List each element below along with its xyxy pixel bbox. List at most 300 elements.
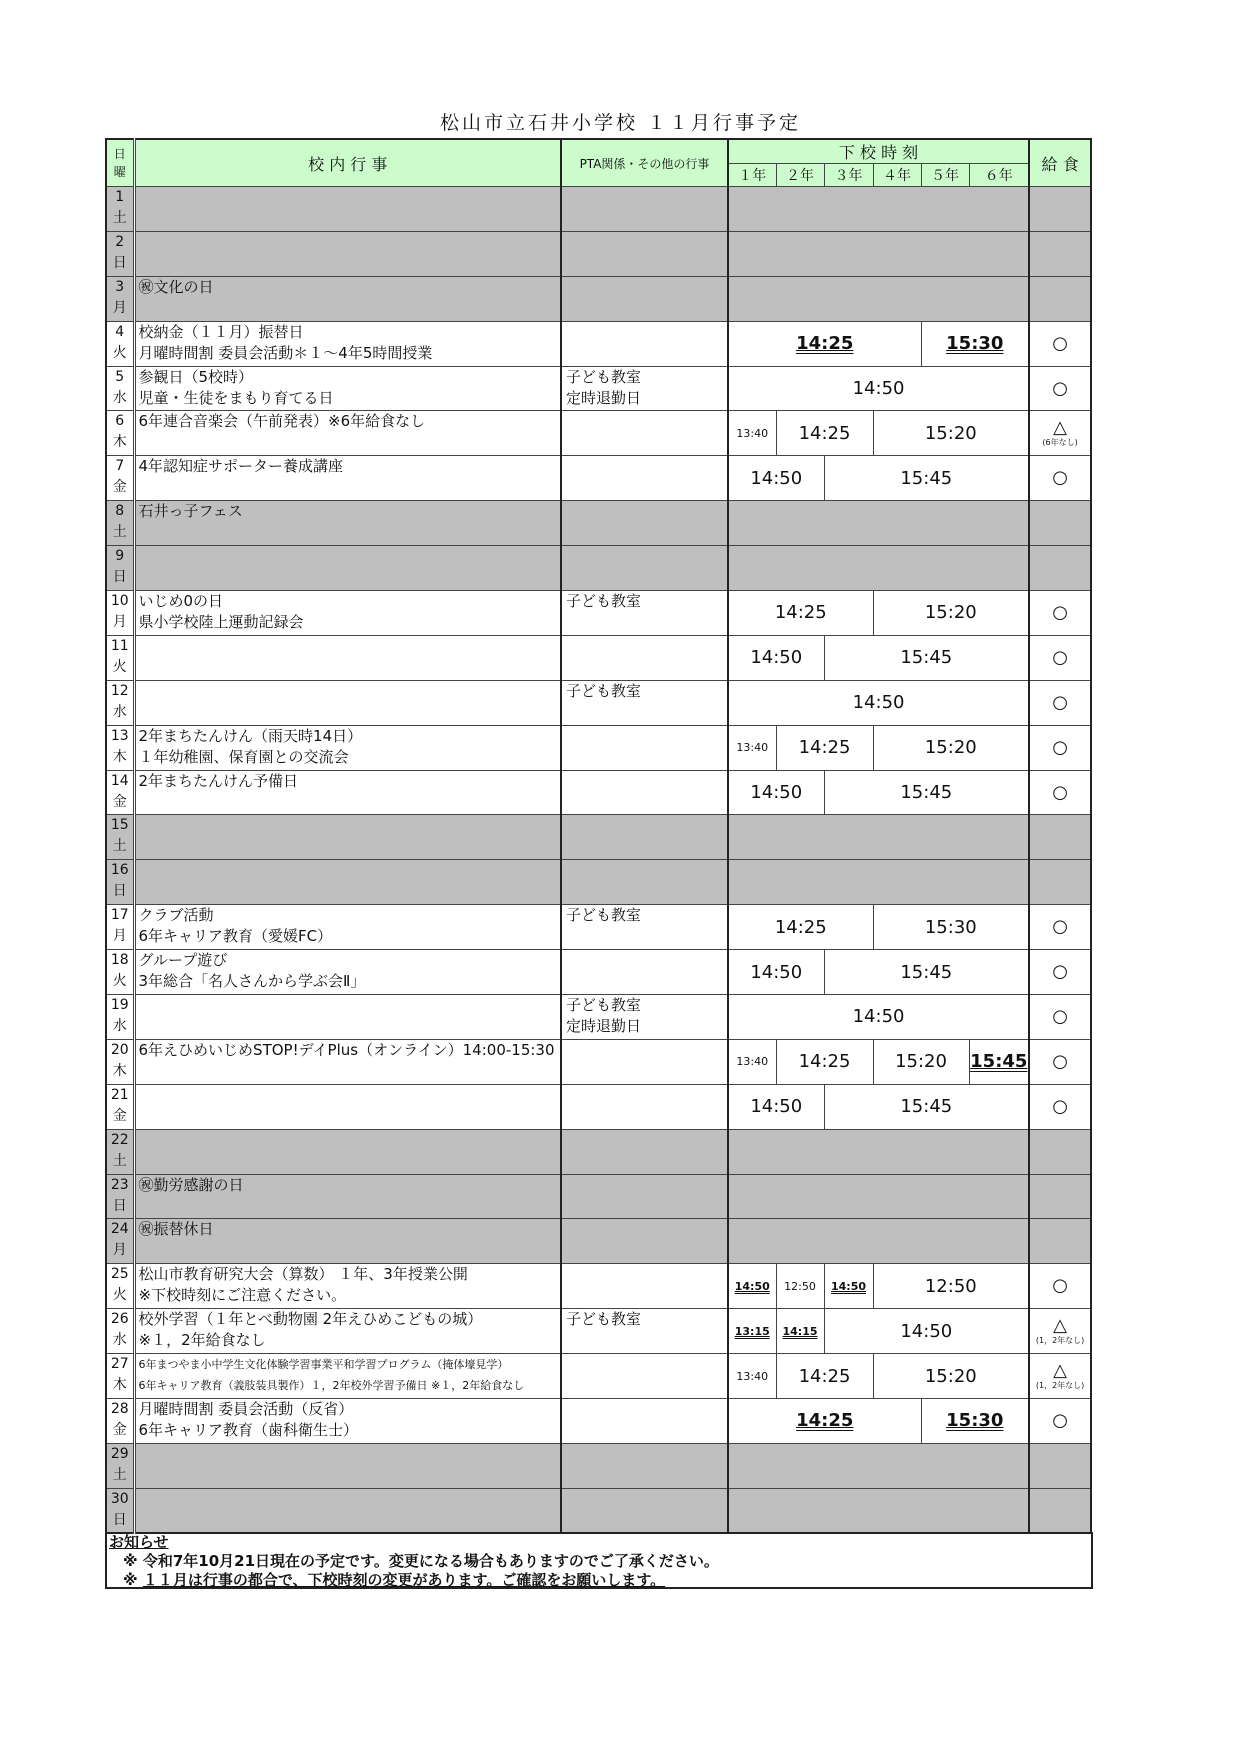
lunch-symbol: ○ bbox=[1052, 1275, 1068, 1297]
events-cell bbox=[134, 860, 561, 905]
dismissal-time: 14:50 bbox=[750, 647, 803, 669]
pta-cell bbox=[561, 725, 728, 770]
lunch-cell bbox=[1029, 546, 1091, 591]
lunch-cell bbox=[1029, 815, 1091, 860]
dismissal-time: 14:50 bbox=[750, 1096, 803, 1118]
date-number: 3 bbox=[115, 278, 125, 295]
date-number: 8 bbox=[115, 503, 125, 520]
dismissal-time-cell bbox=[728, 1488, 1029, 1533]
table-row bbox=[106, 1309, 1091, 1354]
day-cell bbox=[106, 815, 134, 860]
weekday: 土 bbox=[112, 838, 127, 855]
weekday: 土 bbox=[112, 524, 127, 541]
date-number: 28 bbox=[110, 1401, 129, 1418]
events-cell bbox=[134, 725, 561, 770]
table-row bbox=[106, 501, 1091, 546]
event-line-2: ※１，2年給食なし bbox=[138, 1331, 266, 1350]
event-line-2: 6年キャリア教育（愛媛FC） bbox=[138, 927, 333, 946]
weekday: 金 bbox=[112, 1422, 127, 1439]
dismissal-time-cell bbox=[728, 591, 873, 636]
event-line-2: ※下校時刻にご注意ください。 bbox=[138, 1286, 347, 1305]
events-cell bbox=[134, 995, 561, 1040]
date-number: 4 bbox=[115, 323, 125, 340]
event-line-1: 月曜時間割 委員会活動（反省） bbox=[138, 1400, 354, 1419]
pta-cell bbox=[561, 501, 728, 546]
dismissal-time: 14:50 bbox=[852, 378, 905, 399]
event-line-1: 2年まちたんけん（雨天時14日） bbox=[138, 726, 363, 745]
weekday: 木 bbox=[112, 748, 127, 765]
events-cell bbox=[134, 591, 561, 636]
events-cell bbox=[134, 815, 561, 860]
date-number: 30 bbox=[110, 1490, 129, 1507]
day-cell bbox=[106, 1309, 134, 1354]
events-cell bbox=[134, 1443, 561, 1488]
dismissal-time-cell bbox=[873, 1039, 969, 1084]
dismissal-time-cell bbox=[873, 1354, 1029, 1399]
lunch-cell bbox=[1029, 1309, 1091, 1354]
pta-cell bbox=[561, 905, 728, 950]
dismissal-time-cell bbox=[728, 635, 824, 680]
weekday: 日 bbox=[112, 1197, 127, 1214]
day-cell bbox=[106, 321, 134, 366]
dismissal-time-cell bbox=[728, 1174, 1029, 1219]
table-row bbox=[106, 1488, 1091, 1533]
lunch-symbol: ○ bbox=[1052, 332, 1068, 354]
pta-line-1: 子ども教室 bbox=[566, 681, 642, 700]
dismissal-time: 15:45 bbox=[900, 467, 953, 489]
event-line-1: 6年まつやま小中学生文化体験学習事業平和学習プログラム（掩体壕見学） bbox=[138, 1358, 509, 1372]
lunch-cell bbox=[1029, 950, 1091, 995]
date-number: 27 bbox=[110, 1356, 129, 1373]
table-row bbox=[106, 1039, 1091, 1084]
dismissal-time-cell bbox=[728, 725, 776, 770]
dismissal-time: 14:25 bbox=[798, 1051, 851, 1073]
lunch-cell bbox=[1029, 321, 1091, 366]
pta-cell bbox=[561, 1219, 728, 1264]
dismissal-time: 15:30 bbox=[924, 916, 977, 938]
dismissal-time: 12:50 bbox=[784, 1279, 816, 1293]
event-line-1: 2年まちたんけん予備日 bbox=[138, 771, 299, 790]
weekday: 金 bbox=[112, 793, 127, 810]
table-row bbox=[106, 231, 1091, 276]
dismissal-time-cell bbox=[728, 1399, 921, 1444]
events-cell bbox=[134, 1399, 561, 1444]
event-line-2: 6年キャリア教育（歯科衛生士） bbox=[138, 1421, 359, 1440]
weekday: 月 bbox=[112, 928, 127, 945]
day-cell bbox=[106, 1129, 134, 1174]
lunch-symbol: ○ bbox=[1052, 1005, 1068, 1027]
dismissal-time-cell bbox=[824, 950, 1029, 995]
day-cell bbox=[106, 187, 134, 232]
lunch-cell bbox=[1029, 1084, 1091, 1129]
table-row bbox=[106, 276, 1091, 321]
schedule-table bbox=[105, 138, 1092, 1534]
pta-cell bbox=[561, 995, 728, 1040]
dismissal-time-cell bbox=[728, 411, 776, 456]
events-cell bbox=[134, 950, 561, 995]
dismissal-time-cell bbox=[728, 231, 1029, 276]
event-line-2: 月曜時間割 委員会活動＊１～4年5時間授業 bbox=[138, 343, 433, 362]
dismissal-time-cell bbox=[728, 1039, 776, 1084]
events-cell bbox=[134, 501, 561, 546]
date-number: 19 bbox=[110, 997, 129, 1014]
dismissal-time: 15:20 bbox=[924, 602, 977, 624]
dismissal-time-cell bbox=[728, 1443, 1029, 1488]
dismissal-time-cell bbox=[824, 1084, 1029, 1129]
pta-cell bbox=[561, 1354, 728, 1399]
weekday: 水 bbox=[112, 1018, 127, 1035]
day-cell bbox=[106, 1219, 134, 1264]
events-cell bbox=[134, 1174, 561, 1219]
date-number: 1 bbox=[115, 189, 125, 205]
table-row bbox=[106, 860, 1091, 905]
lunch-symbol: ○ bbox=[1052, 781, 1068, 803]
pta-cell bbox=[561, 860, 728, 905]
date-number: 25 bbox=[110, 1266, 129, 1283]
dismissal-time-cell bbox=[728, 1219, 1029, 1264]
events-cell bbox=[134, 321, 561, 366]
lunch-symbol: ○ bbox=[1052, 377, 1068, 399]
dismissal-time-cell bbox=[776, 1354, 873, 1399]
header-dismissal: 下 校 時 刻 bbox=[728, 139, 1029, 164]
pta-cell bbox=[561, 231, 728, 276]
event-line-2: 県小学校陸上運動記録会 bbox=[138, 613, 304, 632]
date-number: 18 bbox=[110, 952, 129, 969]
lunch-symbol: ○ bbox=[1052, 736, 1068, 758]
notice-line-2 bbox=[109, 1571, 1091, 1590]
lunch-symbol: △ bbox=[1053, 417, 1067, 439]
dismissal-time-cell bbox=[776, 1264, 824, 1309]
dismissal-time-cell bbox=[728, 276, 1029, 321]
weekday: 水 bbox=[112, 389, 127, 406]
dismissal-time: 14:25 bbox=[774, 916, 827, 938]
lunch-cell bbox=[1029, 770, 1091, 815]
dismissal-time-cell bbox=[728, 321, 921, 366]
lunch-cell bbox=[1029, 635, 1091, 680]
date-number: 21 bbox=[110, 1086, 129, 1103]
day-cell bbox=[106, 1354, 134, 1399]
date-number: 17 bbox=[110, 907, 129, 924]
weekday: 木 bbox=[112, 1377, 127, 1394]
dismissal-time-cell bbox=[728, 680, 1029, 725]
date-number: 14 bbox=[110, 772, 129, 789]
lunch-cell bbox=[1029, 1488, 1091, 1533]
lunch-symbol: ○ bbox=[1052, 1095, 1068, 1117]
date-number: 6 bbox=[115, 413, 125, 430]
events-cell bbox=[134, 635, 561, 680]
dismissal-time: 13:40 bbox=[736, 741, 769, 755]
table-row bbox=[106, 1219, 1091, 1264]
pta-cell bbox=[561, 456, 728, 501]
lunch-cell bbox=[1029, 591, 1091, 636]
weekday: 月 bbox=[112, 614, 127, 631]
date-number: 15 bbox=[110, 817, 129, 834]
dismissal-time-cell bbox=[728, 860, 1029, 905]
date-number: 13 bbox=[110, 727, 129, 744]
lunch-cell bbox=[1029, 231, 1091, 276]
day-cell bbox=[106, 950, 134, 995]
dismissal-time: 15:30 bbox=[946, 333, 1004, 355]
lunch-cell bbox=[1029, 1443, 1091, 1488]
table-row bbox=[106, 815, 1091, 860]
date-number: 29 bbox=[110, 1445, 129, 1462]
dismissal-time: 13:15 bbox=[734, 1324, 770, 1338]
pta-cell bbox=[561, 591, 728, 636]
event-line-1: 6年えひめいじめSTOP!デイPlus（オンライン）14:00-15:30 bbox=[138, 1040, 555, 1059]
weekday: 日 bbox=[112, 254, 127, 271]
dismissal-time-cell bbox=[873, 1264, 1029, 1309]
lunch-cell bbox=[1029, 995, 1091, 1040]
table-row bbox=[106, 1129, 1091, 1174]
pta-cell bbox=[561, 635, 728, 680]
day-cell bbox=[106, 635, 134, 680]
header-grade-5: ５年 bbox=[921, 164, 969, 187]
dismissal-time: 15:45 bbox=[970, 1051, 1028, 1073]
dismissal-time: 15:30 bbox=[946, 1410, 1004, 1432]
table-row bbox=[106, 680, 1091, 725]
dismissal-time-cell bbox=[776, 1039, 873, 1084]
date-number: 11 bbox=[110, 637, 129, 654]
dismissal-time-cell bbox=[728, 815, 1029, 860]
dismissal-time-cell bbox=[921, 321, 1029, 366]
notice-text: 令和7年10月21日現在の予定です。変更になる場合もありますのでご了承ください。 bbox=[142, 1552, 719, 1570]
event-line-1: 石井っ子フェス bbox=[138, 502, 243, 521]
dismissal-time: 15:45 bbox=[900, 1096, 953, 1118]
event-line-1: 校納金（１１月）振替日 bbox=[138, 322, 304, 341]
day-cell bbox=[106, 1174, 134, 1219]
date-number: 9 bbox=[115, 548, 125, 565]
dismissal-time-cell bbox=[824, 635, 1029, 680]
lunch-cell bbox=[1029, 1219, 1091, 1264]
weekday: 土 bbox=[112, 210, 127, 226]
date-number: 10 bbox=[110, 593, 129, 610]
lunch-cell bbox=[1029, 1039, 1091, 1084]
dismissal-time: 14:50 bbox=[852, 1006, 905, 1028]
lunch-symbol: △ bbox=[1053, 1315, 1067, 1337]
weekday: 火 bbox=[112, 658, 127, 675]
day-cell bbox=[106, 680, 134, 725]
events-cell bbox=[134, 680, 561, 725]
day-cell bbox=[106, 231, 134, 276]
weekday: 月 bbox=[112, 299, 127, 316]
dismissal-time-cell bbox=[728, 1309, 776, 1354]
lunch-cell bbox=[1029, 411, 1091, 456]
dismissal-time: 14:50 bbox=[900, 1320, 953, 1342]
pta-cell bbox=[561, 321, 728, 366]
date-number: 22 bbox=[110, 1131, 129, 1148]
dismissal-time: 14:50 bbox=[750, 467, 803, 489]
dismissal-time-cell bbox=[728, 1084, 824, 1129]
event-line-1: クラブ活動 bbox=[138, 906, 214, 925]
event-line-1: 校外学習（１年とべ動物園 2年えひめこどもの城） bbox=[138, 1310, 483, 1329]
date-number: 5 bbox=[115, 368, 125, 385]
dismissal-time-cell bbox=[873, 411, 1029, 456]
day-cell bbox=[106, 770, 134, 815]
event-line-1: 参観日（5校時） bbox=[138, 367, 254, 386]
dismissal-time-cell bbox=[728, 456, 824, 501]
event-line-1: 6年連合音楽会（午前発表）※6年給食なし bbox=[138, 412, 426, 431]
dismissal-time: 14:25 bbox=[798, 737, 851, 759]
events-cell bbox=[134, 366, 561, 411]
dismissal-time-cell bbox=[728, 770, 824, 815]
header-lunch: 給 食 bbox=[1029, 139, 1091, 187]
pta-line-2: 定時退勤日 bbox=[566, 388, 642, 407]
pta-cell bbox=[561, 187, 728, 232]
table-row bbox=[106, 770, 1091, 815]
dismissal-time: 15:45 bbox=[900, 647, 953, 669]
notice-box bbox=[105, 1532, 1093, 1589]
dismissal-time: 15:20 bbox=[895, 1051, 947, 1073]
header-grade-3: ３年 bbox=[824, 164, 873, 187]
pta-line-1: 子ども教室 bbox=[566, 367, 642, 386]
pta-line-2: 定時退勤日 bbox=[566, 1017, 642, 1036]
date-number: 23 bbox=[110, 1176, 129, 1193]
lunch-symbol: ○ bbox=[1052, 961, 1068, 983]
events-cell bbox=[134, 1219, 561, 1264]
notice-mark: ※ bbox=[123, 1552, 138, 1570]
events-cell bbox=[134, 1129, 561, 1174]
event-line-2: 6年キャリア教育（義肢装具製作）１，2年校外学習予備日 ※１，2年給食なし bbox=[138, 1379, 525, 1393]
dismissal-time-cell bbox=[824, 1309, 1029, 1354]
weekday: 水 bbox=[112, 703, 127, 720]
events-cell bbox=[134, 1084, 561, 1129]
pta-cell bbox=[561, 1399, 728, 1444]
lunch-symbol: ○ bbox=[1052, 691, 1068, 713]
lunch-note: (6年なし) bbox=[1042, 438, 1078, 448]
weekday: 日 bbox=[112, 569, 127, 586]
pta-cell bbox=[561, 1443, 728, 1488]
table-row bbox=[106, 456, 1091, 501]
lunch-cell bbox=[1029, 276, 1091, 321]
header-grade-6: ６年 bbox=[969, 164, 1029, 187]
pta-cell bbox=[561, 276, 728, 321]
header-day bbox=[106, 139, 134, 187]
date-number: 7 bbox=[115, 458, 125, 475]
date-number: 24 bbox=[110, 1221, 129, 1238]
weekday: 火 bbox=[112, 1287, 127, 1304]
dismissal-time: 14:50 bbox=[830, 1279, 866, 1293]
event-line-1: ㊗文化の日 bbox=[138, 277, 214, 296]
date-number: 12 bbox=[110, 682, 129, 699]
lunch-symbol: △ bbox=[1053, 1360, 1067, 1382]
dismissal-time: 14:50 bbox=[852, 692, 905, 714]
dismissal-time: 15:20 bbox=[924, 1365, 977, 1387]
event-line-1: ㊗振替休日 bbox=[138, 1220, 214, 1239]
pta-cell bbox=[561, 1174, 728, 1219]
dismissal-time: 15:45 bbox=[900, 961, 953, 983]
day-cell bbox=[106, 501, 134, 546]
dismissal-time-cell bbox=[776, 1309, 824, 1354]
pta-cell bbox=[561, 1309, 728, 1354]
dismissal-time-cell bbox=[728, 1129, 1029, 1174]
day-cell bbox=[106, 1264, 134, 1309]
dismissal-time-cell bbox=[824, 770, 1029, 815]
events-cell bbox=[134, 1309, 561, 1354]
day-cell bbox=[106, 366, 134, 411]
dismissal-time: 14:15 bbox=[782, 1324, 818, 1338]
event-line-1: ㊗勤労感謝の日 bbox=[138, 1175, 244, 1194]
day-cell bbox=[106, 1084, 134, 1129]
lunch-symbol: ○ bbox=[1052, 1050, 1068, 1072]
dismissal-time: 14:50 bbox=[750, 782, 803, 804]
lunch-cell bbox=[1029, 187, 1091, 232]
dismissal-time-cell bbox=[728, 1264, 776, 1309]
pta-cell bbox=[561, 680, 728, 725]
dismissal-time-cell bbox=[728, 546, 1029, 591]
table-row bbox=[106, 1264, 1091, 1309]
events-cell bbox=[134, 456, 561, 501]
table-row bbox=[106, 905, 1091, 950]
date-number: 16 bbox=[110, 862, 129, 879]
dismissal-time-cell bbox=[873, 905, 1029, 950]
pta-cell bbox=[561, 1129, 728, 1174]
date-number: 2 bbox=[115, 233, 125, 250]
weekday: 木 bbox=[112, 434, 127, 451]
dismissal-time-cell bbox=[728, 950, 824, 995]
lunch-note: (1，2年なし) bbox=[1035, 1336, 1085, 1346]
events-cell bbox=[134, 187, 561, 232]
day-cell bbox=[106, 860, 134, 905]
day-cell bbox=[106, 456, 134, 501]
lunch-cell bbox=[1029, 725, 1091, 770]
lunch-cell bbox=[1029, 1399, 1091, 1444]
dismissal-time: 13:40 bbox=[736, 1055, 769, 1069]
events-cell bbox=[134, 411, 561, 456]
event-line-1: 松山市教育研究大会（算数） １年、3年授業公開 bbox=[138, 1265, 468, 1284]
table-row bbox=[106, 591, 1091, 636]
dismissal-time-cell bbox=[728, 995, 1029, 1040]
table-row bbox=[106, 321, 1091, 366]
day-cell bbox=[106, 1039, 134, 1084]
pta-cell bbox=[561, 411, 728, 456]
pta-line-1: 子ども教室 bbox=[566, 1310, 642, 1329]
pta-cell bbox=[561, 815, 728, 860]
lunch-symbol: ○ bbox=[1052, 601, 1068, 623]
notice-line-1 bbox=[109, 1552, 1091, 1571]
header-day-label: 日 bbox=[113, 147, 126, 161]
dismissal-time-cell bbox=[921, 1399, 1029, 1444]
dismissal-time: 15:45 bbox=[900, 782, 953, 804]
lunch-symbol: ○ bbox=[1052, 646, 1068, 668]
header-events: 校 内 行 事 bbox=[134, 139, 561, 187]
table-row bbox=[106, 1174, 1091, 1219]
day-cell bbox=[106, 1488, 134, 1533]
events-cell bbox=[134, 546, 561, 591]
dismissal-time-cell bbox=[873, 725, 1029, 770]
lunch-cell bbox=[1029, 860, 1091, 905]
dismissal-time: 14:25 bbox=[796, 333, 854, 355]
dismissal-time: 14:25 bbox=[774, 602, 827, 624]
lunch-cell bbox=[1029, 366, 1091, 411]
dismissal-time: 15:20 bbox=[924, 422, 977, 444]
pta-line-1: 子ども教室 bbox=[566, 906, 642, 925]
dismissal-time: 13:40 bbox=[736, 1369, 769, 1383]
pta-cell bbox=[561, 1084, 728, 1129]
event-line-2: １年幼稚園、保育園との交流会 bbox=[138, 747, 349, 766]
day-cell bbox=[106, 276, 134, 321]
table-row bbox=[106, 1354, 1091, 1399]
table-row bbox=[106, 187, 1091, 232]
pta-cell bbox=[561, 770, 728, 815]
weekday: 火 bbox=[112, 973, 127, 990]
dismissal-time: 14:50 bbox=[734, 1279, 770, 1293]
pta-cell bbox=[561, 1264, 728, 1309]
lunch-cell bbox=[1029, 680, 1091, 725]
pta-cell bbox=[561, 1039, 728, 1084]
event-line-2: 児童・生徒をまもり育てる日 bbox=[138, 388, 334, 407]
day-cell bbox=[106, 546, 134, 591]
pta-cell bbox=[561, 366, 728, 411]
